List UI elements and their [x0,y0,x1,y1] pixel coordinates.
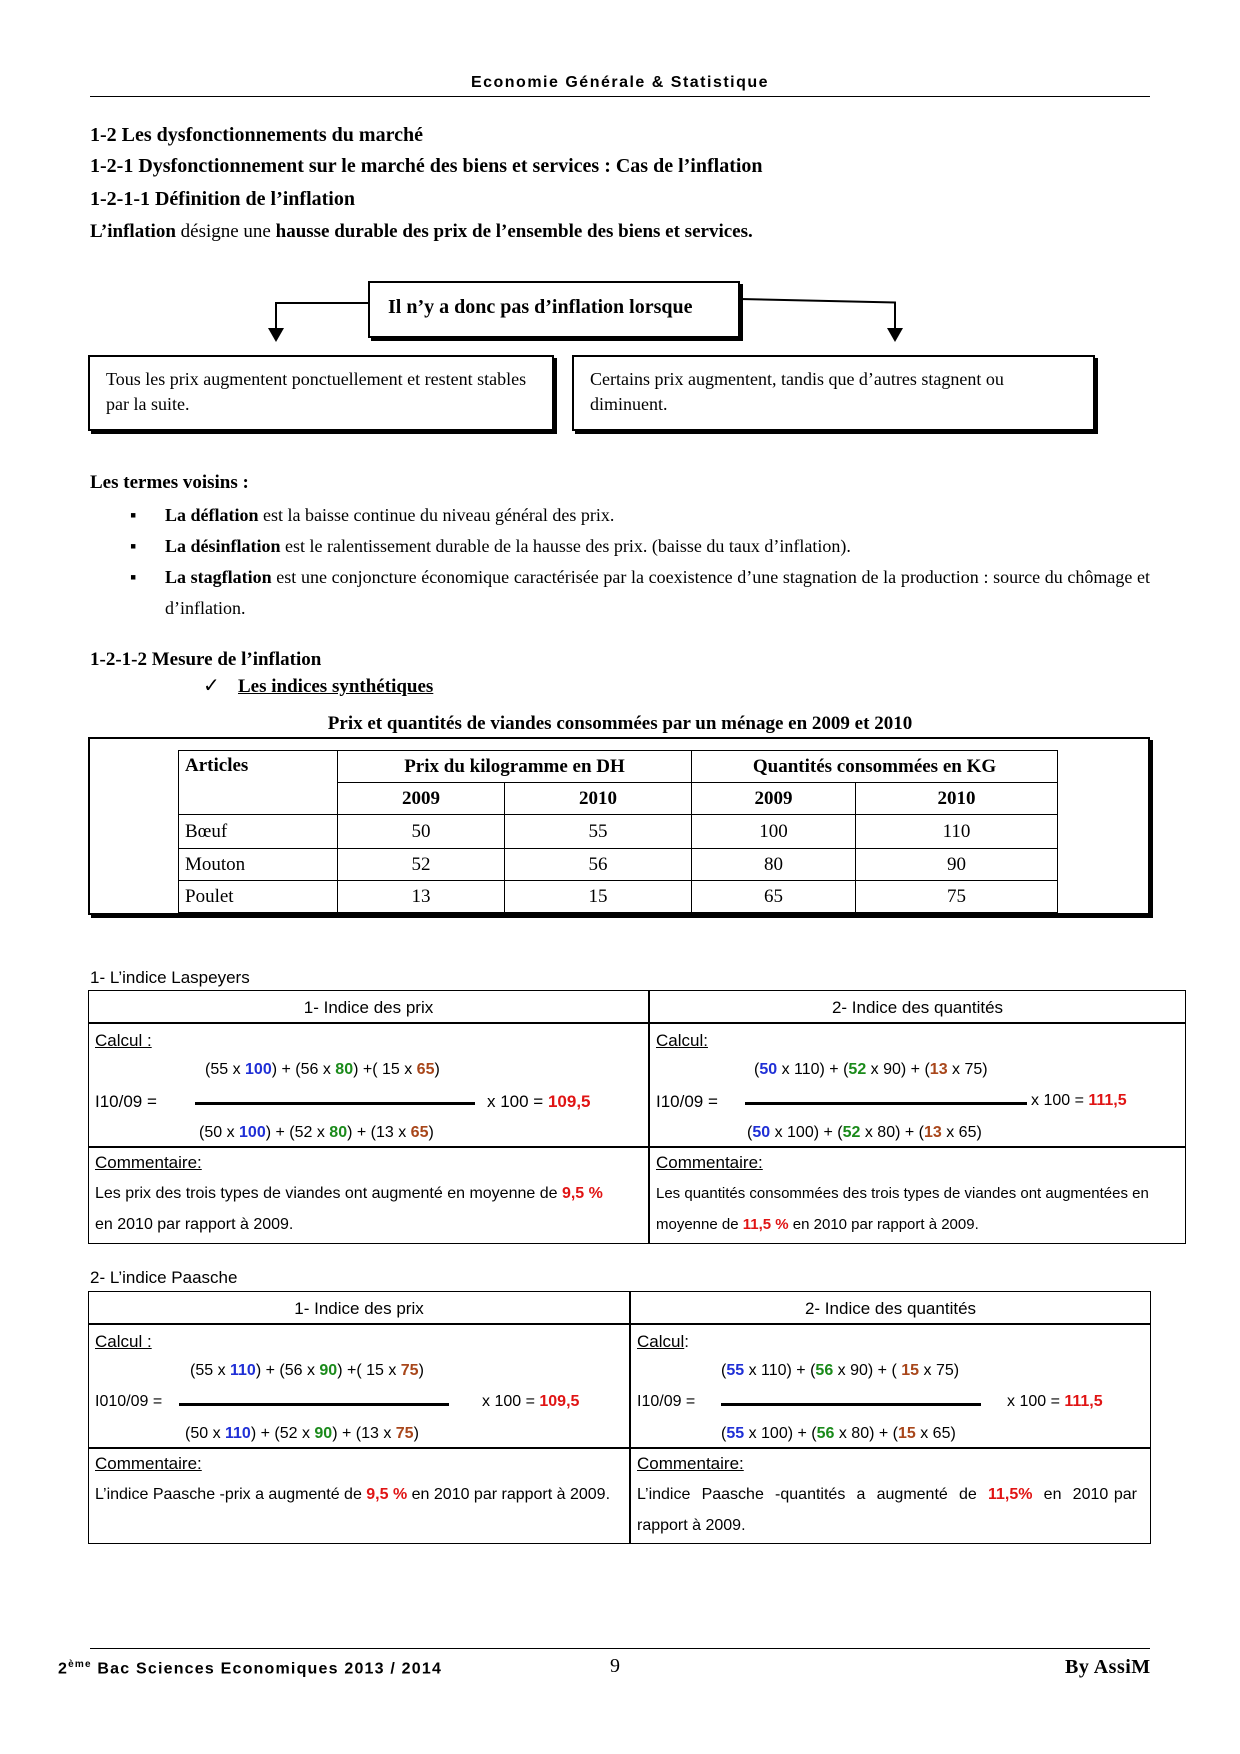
footer-left: 2ème Bac Sciences Economiques 2013 / 2014 [58,1659,443,1678]
arrow-down-icon [268,328,284,342]
arrow-down-icon [887,328,903,342]
cell: 110 [856,815,1058,849]
formula-denominator: (50 x 110) + (52 x 90) + (13 x 75) [185,1425,419,1442]
cell: 100 [692,815,856,849]
calc-label: Calcul : [95,1031,152,1050]
running-header: Economie Générale & Statistique [470,74,770,91]
table-row [179,849,1058,881]
th-quantites: Quantités consommées en KG [692,751,1058,783]
result: x 100 = 111,5 [1031,1092,1127,1109]
heading-1-2-1-1: 1-2-1-1 Définition de l’inflation [90,188,355,210]
calc-label: Calcul : [95,1332,152,1351]
definition-bold: hausse durable des prix de l’ensemble des biens et services. [275,221,753,242]
calc-label: Calcul: [637,1332,689,1351]
list-item [130,562,1150,624]
formula-denominator: (55 x 100) + (56 x 80) + (15 x 65) [721,1425,956,1442]
table-row [179,815,1058,849]
footer-author: By AssiM [1065,1656,1151,1678]
index-label: I010/09 = [95,1393,163,1410]
fraction-bar [745,1102,1027,1105]
th-articles: Articles [179,751,338,815]
laspeyres-title: 1- L’indice Laspeyers [90,968,250,987]
th-prix: Prix du kilogramme en DH [338,751,692,783]
index-label: I10/09 = [656,1092,718,1111]
formula-numerator: (55 x 100) + (56 x 80) +( 15 x 65) [205,1061,440,1078]
paasche-title: 2- L’indice Paasche [90,1268,238,1287]
formula-numerator: (55 x 110) + (56 x 90) + ( 15 x 75) [721,1362,960,1379]
definition [90,221,753,243]
heading-1-2-1-2: 1-2-1-2 Mesure de l’inflation [90,649,322,670]
data-table [178,750,1058,913]
col-divider [648,991,650,1243]
cell: 13 [338,881,505,913]
comment-label: Commentaire: [656,1153,763,1172]
list-item [130,531,1150,562]
table-row [179,881,1058,913]
row-divider [89,1447,1150,1449]
cell: 65 [692,881,856,913]
cell-article: Mouton [179,849,338,881]
table-title: Prix et quantités de viandes consommées par un ménage en 2009 et 2010 [327,713,913,734]
th-year: 2009 [692,783,856,815]
term-name: La stagflation [165,567,272,587]
comment-label: Commentaire: [637,1454,744,1473]
comment-text: L’indice Paasche -prix a augmenté de 9,5 % en 2010 par rapport à 2009. [95,1486,611,1503]
index-label: I10/09 = [637,1393,696,1410]
comment-text: Les prix des trois types de viandes ont augmenté en moyenne de 9,5 % en 2010 par rapport à 2009. [95,1185,603,1233]
check-icon: ✓ [203,675,220,697]
definition-mid: désigne une [175,221,276,242]
cell: 75 [856,881,1058,913]
formula-numerator: (50 x 110) + (52 x 90) + (13 x 75) [754,1061,988,1078]
connector-left-h [275,302,368,304]
laspeyres-grid [88,990,1186,1244]
row-divider [89,1323,1150,1325]
result: x 100 = 109,5 [487,1092,591,1111]
term-text: est une conjoncture économique caractérisée par la coexistence d’une stagnation de la production : source du chômage et d’inflation. [165,567,1150,618]
diagram-title-box: Il n’y a donc pas d’inflation lorsque [368,281,740,338]
formula-denominator: (50 x 100) + (52 x 80) + (13 x 65) [747,1124,982,1141]
col-divider [629,1292,631,1543]
result: x 100 = 109,5 [482,1393,580,1410]
calc-label: Calcul: [656,1031,708,1050]
formula-numerator: (55 x 110) + (56 x 90) +( 15 x 75) [190,1362,424,1379]
term-name: La désinflation [165,536,281,556]
list-item [130,500,1150,531]
comment-label: Commentaire: [95,1153,202,1172]
row-divider [89,1022,1185,1024]
cell: 80 [692,849,856,881]
term-text: est le ralentissement durable de la hausse des prix. (baisse du taux d’inflation). [280,536,851,556]
connector-right-h [740,298,896,304]
th-year: 2010 [505,783,692,815]
diagram-left-box: Tous les prix augmentent ponctuellement et restent stables par la suite. [88,355,554,431]
paasche-col-quantites: 2- Indice des quantités [804,1299,977,1318]
th-year: 2010 [856,783,1058,815]
result: x 100 = 111,5 [1007,1393,1103,1410]
footer-rule [90,1648,1150,1649]
cell: 50 [338,815,505,849]
cell: 55 [505,815,692,849]
cell: 56 [505,849,692,881]
index-label: I10/09 = [95,1092,157,1111]
cell: 15 [505,881,692,913]
term-name: La déflation [165,505,259,525]
paasche-grid [88,1291,1151,1544]
fraction-bar [179,1403,449,1406]
cell: 90 [856,849,1058,881]
formula-denominator: (50 x 100) + (52 x 80) + (13 x 65) [199,1124,434,1141]
definition-term: L’inflation [90,221,176,242]
th-year: 2009 [338,783,505,815]
comment-label: Commentaire: [95,1454,202,1473]
subheading-indices: Les indices synthétiques [238,676,434,697]
heading-1-2-1: 1-2-1 Dysfonctionnement sur le marché des biens et services : Cas de l’inflation [90,155,763,177]
term-text: est la baisse continue du niveau général des prix. [258,505,615,525]
laspeyres-col-quantites: 2- Indice des quantités [831,998,1004,1017]
row-divider [89,1146,1185,1148]
comment-text: L’indice Paasche -quantités a augmenté de 11,5% en 2010 par rapport à 2009. [637,1486,1142,1534]
paasche-col-prix: 1- Indice des prix [294,1299,424,1318]
comment-text: Les quantités consommées des trois types de viandes ont augmentées en moyenne de 11,5 % en 2010 par rapport à 2009. [656,1185,1149,1233]
cell-article: Poulet [179,881,338,913]
heading-1-2: 1-2 Les dysfonctionnements du marché [90,124,423,146]
diagram-right-box: Certains prix augmentent, tandis que d’autres stagnent ou diminuent. [572,355,1095,431]
terms-list [130,500,1150,624]
page-number: 9 [610,1655,620,1677]
terms-heading: Les termes voisins : [90,472,249,493]
fraction-bar [721,1403,981,1406]
header-rule [90,96,1150,97]
cell: 52 [338,849,505,881]
laspeyres-col-prix: 1- Indice des prix [303,998,434,1017]
cell-article: Bœuf [179,815,338,849]
fraction-bar [195,1102,475,1105]
